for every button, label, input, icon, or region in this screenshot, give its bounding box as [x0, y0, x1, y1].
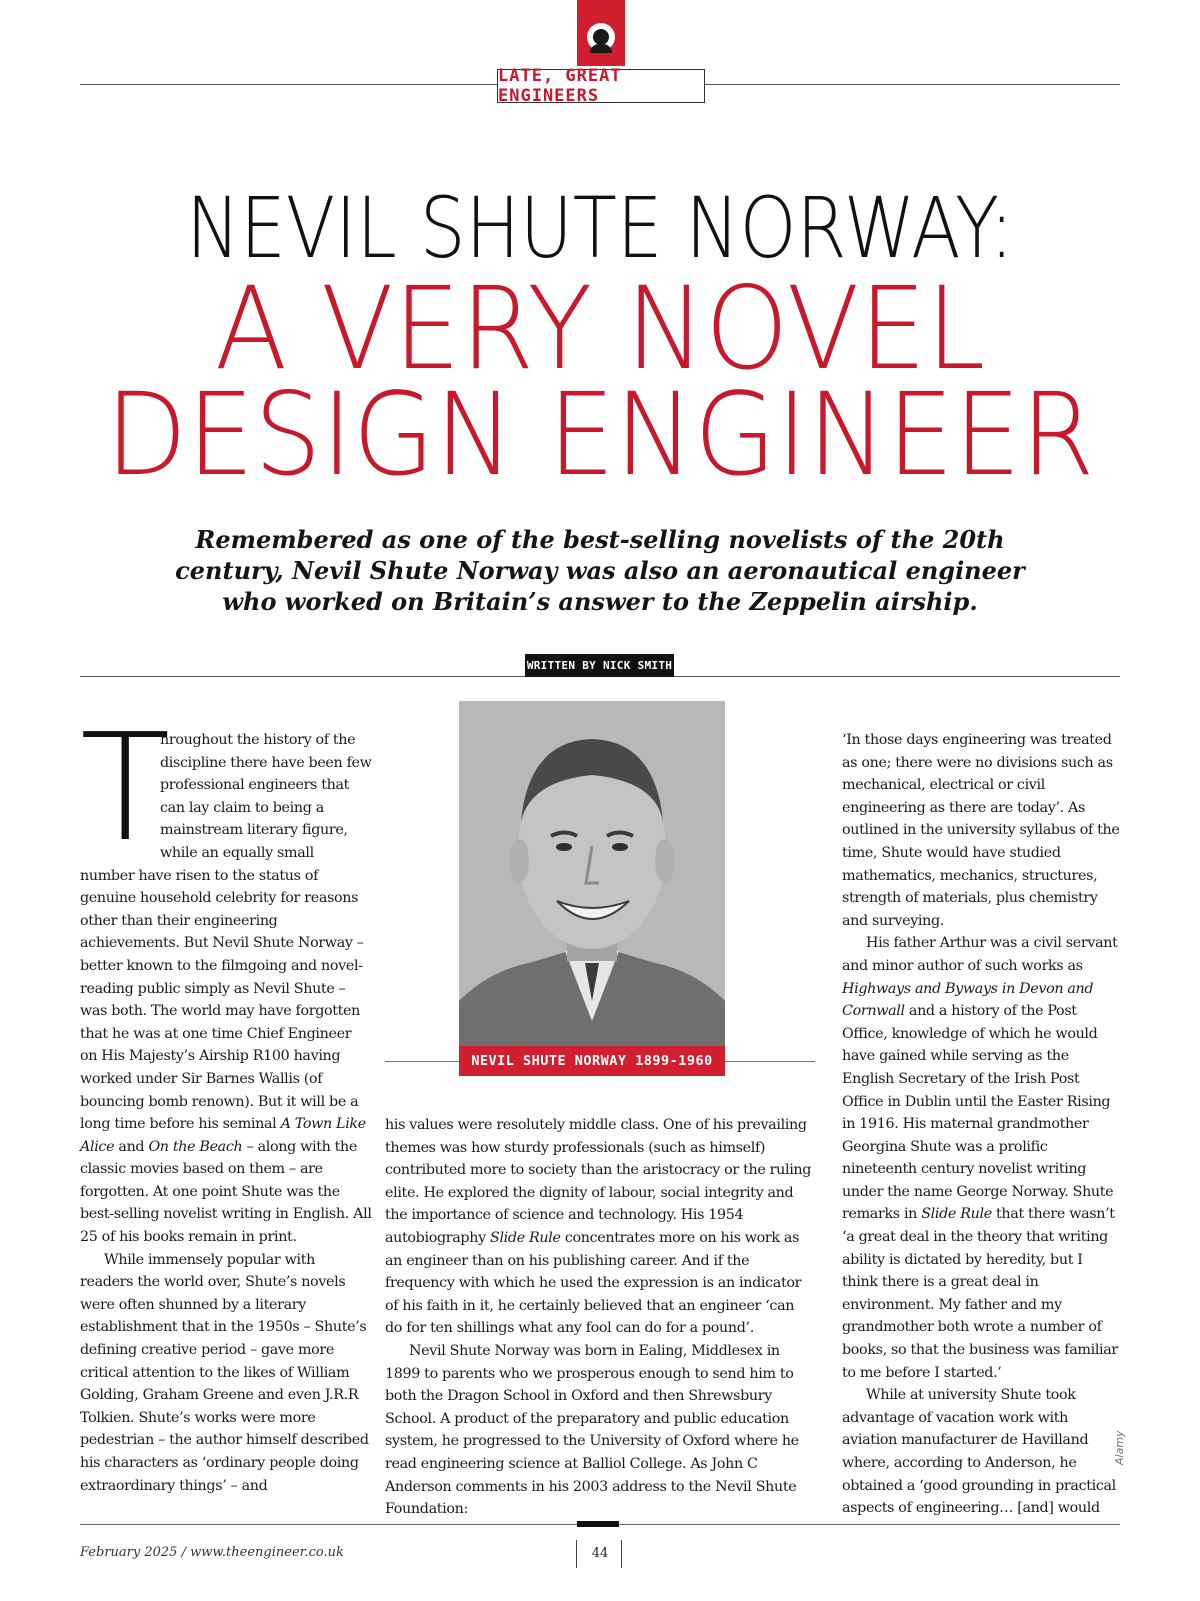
paragraph: Nevil Shute Norway was born in Ealing, Middlesex in 1899 to parents who we prosperous enough to send him to both the Dragon School in Oxford and then Shrewsbury School. A product of the preparatory and public education system, he progressed to the University of Oxford where he read engineering science at Balliol College. As John C Anderson comments in his 2003 address to the Nevil Shute Foundation: — [385, 1342, 799, 1518]
book-title: Slide Rule — [490, 1229, 561, 1246]
headline-line-3: DESIGN ENGINEER — [105, 368, 1095, 501]
footer-issue: February 2025 / www.theengineer.co.uk — [80, 1545, 344, 1560]
article-column-3 — [842, 729, 1122, 1520]
book-title: On the Beach — [148, 1138, 243, 1155]
paragraph: ‘In those days engineering was treated as one; there were no divisions such as mechanical, electrical or civil engineering as there are today’. As outlined in the university syllabus of the time, Shute would have studied mathematics, mechanics, structures, strength of materials, plus chemistry and surveying. — [842, 732, 1120, 929]
standfirst: Remembered as one of the best-selling novelists of the 20th century, Nevil Shute Norway was also an aeronautical engineer who worked on Britain’s answer to the Zeppelin airship. — [175, 525, 1025, 616]
drop-cap: T — [80, 702, 171, 874]
book-title: A Town Like Alice — [80, 1116, 366, 1155]
photo-caption: NEVIL SHUTE NORWAY 1899-1960 — [459, 1046, 725, 1076]
paragraph-text: concentrates more on his work as an engineer than on his publishing career. And if the frequency with which he used the expression is an indicator of his faith in it, he certainly believed that an engineer ‘can do for ten shillings what any fool can do for a pound’. — [385, 1229, 802, 1337]
section-logo — [577, 0, 625, 66]
paragraph-text: his values were resolutely middle class. One of his prevailing themes was how sturdy professionals (such as himself) contributed more to society than the aristocracy or the ruling elite. He explored the dignity of labour, social integrity and the importance of science and technology. His 1954 autobiography — [385, 1117, 812, 1246]
article-column-1 — [80, 702, 372, 1497]
paragraph-text: – along with the classic movies based on them – are forgotten. At one point Shute was the best-selling novelist writing in English. All 25 of his books remain in print. — [80, 1138, 372, 1246]
section-label: LATE, GREAT ENGINEERS — [497, 69, 705, 103]
page-separator — [621, 1540, 622, 1568]
person-icon-head — [593, 29, 609, 45]
byline: WRITTEN BY NICK SMITH — [525, 654, 674, 677]
article-column-2 — [385, 1114, 815, 1521]
photo-credit: Alamy — [1113, 1430, 1126, 1465]
footer-mark — [577, 1521, 619, 1527]
book-title: Slide Rule — [921, 1206, 992, 1223]
paragraph-text: and — [114, 1138, 149, 1155]
paragraph-text: His father Arthur was a civil servant and minor author of such works as — [842, 935, 1118, 974]
paragraph — [385, 1114, 815, 1340]
person-icon-body — [590, 44, 612, 53]
paragraph-text: hroughout the history of the discipline there have been few professional engineers that can lay claim to being a mainstream literary figure, while an equally small number have risen to the status of genuine household celebrity for reasons other than their engineering achievements. But Nevil Shute Norway – better known to the filmgoing and novel-reading public simply as Nevil Shute – was both. The world may have forgotten that he was at one time Chief Engineer on His Majesty’s Airship R100 having worked under Sir Barnes Wallis (of bouncing bomb renown). But it will be a long time before his seminal — [80, 732, 372, 1133]
paragraph: While immensely popular with readers the world over, Shute’s novels were often shunned by a literary establishment that in the 1950s – Shute’s defining creative period – gave more critical attention to the likes of William Golding, Graham Greene and even J.R.R Tolkien. Shute’s works were more pedestrian – the author himself described his characters as ‘ordinary people doing extraordinary things’ – and — [80, 1251, 369, 1494]
paragraph — [842, 932, 1122, 1384]
headline-line-1: NEVIL SHUTE NORWAY: — [186, 179, 1014, 277]
paragraph-text: and a history of the Post Office, knowledge of which he would have gained while serving as the English Secretary of the Irish Post Office in Dublin until the Easter Rising in 1916. His maternal grandmother Georgina Shute was a prolific nineteenth century novelist writing under the name George Norway. Shute remarks in — [842, 1003, 1114, 1223]
headline-line-2: A VERY NOVEL — [214, 262, 986, 395]
book-title: Highways and Byways in Devon and Cornwall — [842, 980, 1094, 1020]
page-number: 44 — [591, 1546, 609, 1561]
paragraph-text: that there wasn’t ‘a great deal in the theory that writing ability is dictated by heredity, but I think there is a great deal in environment. My father and my grandmother both wrote a number of books, so that the business was familiar to me before I started.’ — [842, 1206, 1118, 1381]
portrait-photo — [459, 701, 725, 1073]
page-separator — [576, 1540, 577, 1568]
paragraph: While at university Shute took advantage of vacation work with aviation manufacturer de Havilland where, according to Anderson, he obtained a ‘good grounding in practical aspects of engineering… [and] would — [842, 1387, 1116, 1517]
